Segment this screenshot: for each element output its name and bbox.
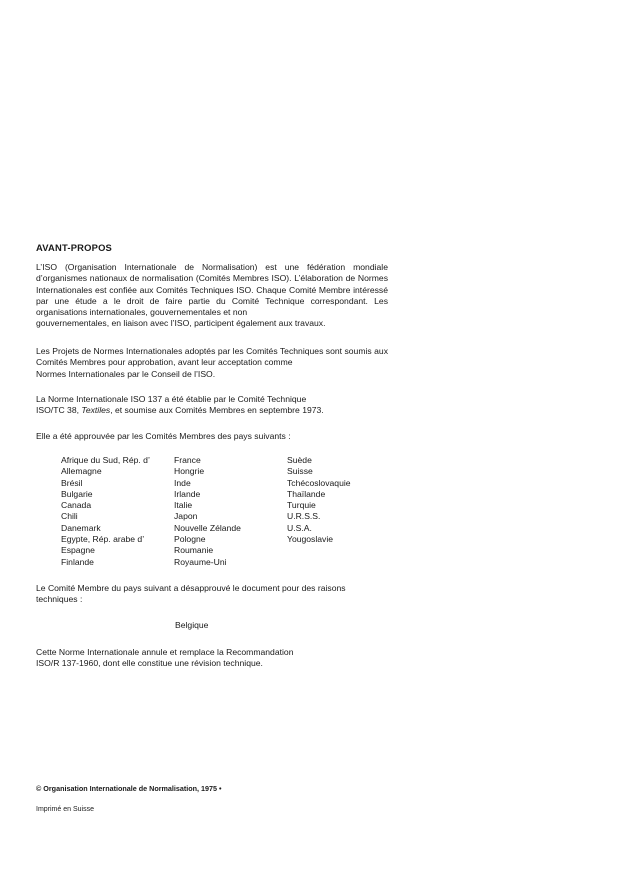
country-item: Nouvelle Zélande [174, 522, 241, 533]
country-item: Inde [174, 477, 191, 488]
country-item: Roumanie [174, 545, 214, 556]
paragraph-iso-intro-body: L’ISO (Organisation Internationale de Normalisation) est une fédération mondiale d’organismes nationaux de normalisation (Comités Membres ISO). L’élaboration de Normes Internationales est confiée aux Comités Techniques ISO. Chaque Comité Membre intéressé par une étude a le droit de faire partie du Comité Technique correspondant. Les organisations internationales, gouvernementales et non [36, 262, 388, 318]
paragraph-iso-intro [36, 262, 388, 330]
paragraph-iso137-textiles: Textiles [81, 405, 111, 416]
country-item: U.R.S.S. [287, 511, 321, 522]
country-item: Egypte, Rép. arabe d’ [61, 534, 145, 545]
disapproving-country: Belgique [175, 620, 209, 630]
country-item: Bulgarie [61, 488, 93, 499]
country-item: France [174, 455, 201, 465]
paragraph-draft-standards-body: Les Projets de Normes Internationales adoptés par les Comités Techniques sont soumis aux Comités Membres pour approbation, avant leur acceptation comme [36, 346, 388, 368]
countries-column-1 [61, 455, 150, 568]
paragraph-disapproved-last-line: techniques : [36, 594, 83, 605]
country-item: Yougoslavie [287, 534, 334, 545]
country-item: Danemark [61, 522, 101, 533]
paragraph-draft-standards-last-line: Normes Internationales par le Conseil de l’ISO. [36, 368, 216, 379]
country-item: Finlande [61, 556, 94, 567]
paragraph-disapproved-body: Le Comité Membre du pays suivant a désapprouvé le document pour des raisons [36, 583, 346, 593]
paragraph-iso137-line1: La Norme Internationale ISO 137 a été établie par le Comité Technique [36, 394, 307, 404]
country-item: Canada [61, 500, 92, 511]
country-item: U.S.A. [287, 522, 312, 533]
country-item: Turquie [287, 500, 316, 511]
country-item: Allemagne [61, 466, 102, 477]
country-item: Japon [174, 511, 198, 522]
paragraph-iso137-committee: ISO/TC 38, [36, 405, 79, 416]
country-item: Tchécoslovaquie [287, 477, 351, 488]
page-heading: AVANT-PROPOS [36, 242, 113, 253]
country-item: Italie [174, 500, 193, 511]
paragraph-replaces-last-line: ISO/R 137-1960, dont elle constitue une révision technique. [36, 658, 263, 669]
footer-copyright: © Organisation Internationale de Normalisation, 1975 • [36, 784, 222, 793]
country-item: Brésil [61, 477, 83, 488]
country-item: Hongrie [174, 466, 205, 477]
country-item: Thaïlande [287, 488, 326, 499]
countries-column-3 [287, 455, 351, 545]
paragraph-replaces [36, 647, 388, 670]
country-item: Suède [287, 455, 312, 465]
country-item: Espagne [61, 545, 95, 556]
paragraph-iso137-rest: , et soumise aux Comités Membres en septembre 1973. [110, 405, 324, 416]
paragraph-approved-by: Elle a été approuvée par les Comités Membres des pays suivants : [36, 431, 291, 441]
country-item: Chili [61, 511, 78, 522]
countries-column-2 [174, 455, 241, 568]
paragraph-disapproved [36, 583, 388, 606]
paragraph-iso137 [36, 394, 388, 417]
country-item: Pologne [174, 534, 206, 545]
country-item: Suisse [287, 466, 313, 477]
paragraph-replaces-body: Cette Norme Internationale annule et remplace la Recommandation [36, 647, 294, 657]
paragraph-iso-intro-last-line: gouvernementales, en liaison avec l’ISO, participent également aux travaux. [36, 318, 326, 329]
paragraph-draft-standards [36, 346, 388, 380]
footer-printed-in: Imprimé en Suisse [36, 806, 94, 813]
country-item: Irlande [174, 488, 201, 499]
country-item: Afrique du Sud, Rép. d’ [61, 455, 150, 465]
country-item: Royaume-Uni [174, 556, 227, 567]
paragraph-iso137-line2 [36, 405, 388, 416]
